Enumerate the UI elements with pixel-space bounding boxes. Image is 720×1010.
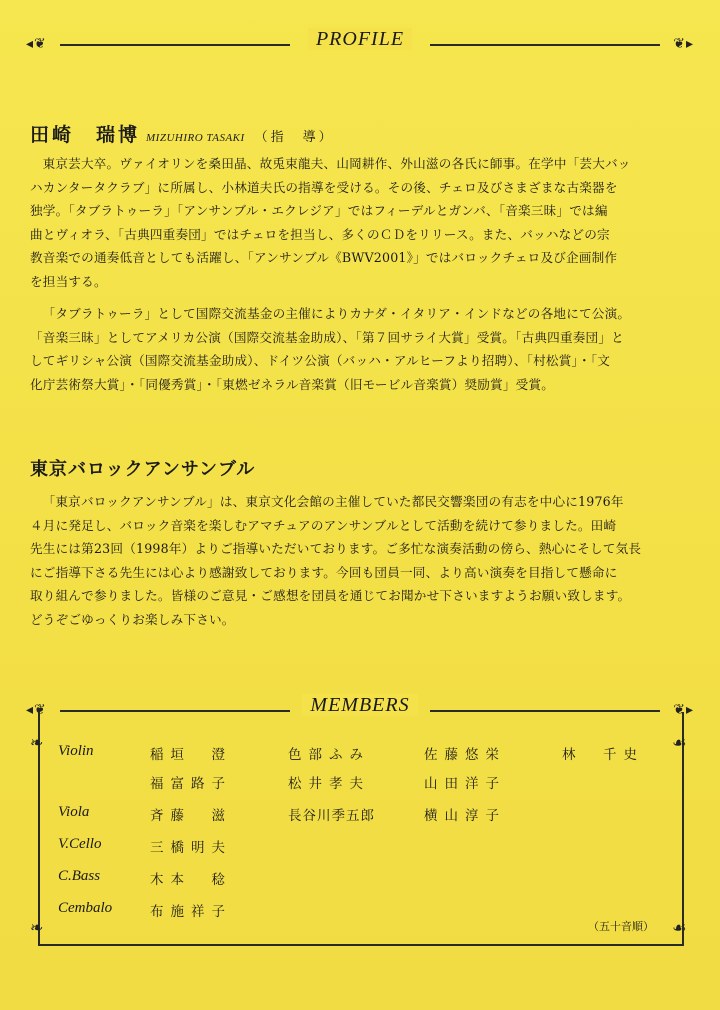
instrument-label: C.Bass: [58, 868, 101, 884]
text-line: 曲とヴィオラ、「古典四重奏団」ではチェロを担当し、多くのＣＤをリリース。また、バッハなどの宗: [30, 226, 610, 242]
member-row-violin-2: [58, 772, 658, 796]
members-title: MEMBERS: [302, 694, 417, 716]
text-line: してギリシャ公演（国際交流基金助成）、ドイツ公演（バッハ・アルヒーフより招聘）、「村松賞」・「文: [30, 353, 611, 369]
profile-title: PROFILE: [308, 28, 412, 50]
frame-ornament-icon: ❧: [30, 918, 44, 937]
member-name: 松井孝夫: [288, 776, 370, 792]
instrument-label: Viola: [58, 804, 90, 820]
profile-paragraph-1: [30, 152, 674, 294]
member-name: 福富路子: [150, 776, 232, 792]
text-line: 教音楽での通奏低音としても活躍し、「アンサンブル《BWV2001》」ではバロックチェロ及び企画制作: [30, 250, 618, 266]
instrument-label: V.Cello: [58, 836, 102, 852]
ornament-right-icon: ❦▸: [673, 36, 694, 52]
ornament-left-icon: ◂❦: [26, 702, 47, 718]
member-row-cembalo: [58, 900, 658, 924]
frame-ornament-icon: ☙: [672, 733, 687, 752]
text-line: 「タブラトゥーラ」として国際交流基金の主催によりカナダ・イタリア・インドなどの各地にて公演。: [42, 306, 631, 321]
ensemble-heading: 東京バロックアンサンブル: [30, 459, 256, 480]
member-row-violin-1: [58, 743, 658, 767]
member-name: 佐藤悠栄: [424, 747, 506, 763]
member-row-bass: [58, 868, 658, 892]
ensemble-paragraph: [30, 490, 674, 632]
instrument-label: Violin: [58, 743, 94, 759]
member-name: 山田洋子: [424, 776, 506, 792]
member-row-cello: [58, 836, 658, 860]
text-line: ハカンタータクラブ」に所属し、小林道夫氏の指導を受ける。その後、チェロ及びさまざまな古楽器を: [30, 179, 618, 195]
member-name: 木本 稔: [150, 872, 232, 888]
profile-heading: [30, 120, 335, 147]
member-name: 長谷川季五郎: [288, 808, 375, 824]
profile-name-jp: 田崎 瑞博: [30, 124, 141, 146]
text-line: を担当する。: [30, 273, 107, 289]
text-line: 化庁芸術祭大賞」・「同優秀賞」・「東燃ゼネラル音楽賞（旧モービル音楽賞）奨励賞」受賞。: [30, 376, 555, 392]
profile-paragraph-2: [30, 302, 674, 396]
text-line: 独学。「タブラトゥーラ」「アンサンブル・エクレジア」ではフィーデルとガンバ、「音楽三昧」では編: [30, 203, 608, 219]
frame-ornament-icon: ❧: [30, 733, 44, 752]
member-name: 三橋明夫: [150, 840, 232, 856]
instrument-label: Cembalo: [58, 900, 113, 916]
member-name: 稲垣 澄: [150, 747, 232, 763]
text-line: 取り組んで参りました。皆様のご意見・ご感想を団員を通じてお聞かせ下さいますようお願い致します。: [30, 588, 631, 604]
profile-divider: [26, 28, 694, 56]
alphabetical-note: （五十音順）: [588, 920, 654, 933]
profile-name-roman: MIZUHIRO TASAKI: [146, 132, 245, 144]
frame-ornament-icon: ☙: [672, 918, 687, 937]
ornament-right-icon: ❦▸: [673, 702, 694, 718]
member-name: 横山淳子: [424, 808, 506, 824]
text-line: にご指導下さる先生には心より感謝致しております。今回も団員一同、より高い演奏を目指して懸命に: [30, 564, 618, 580]
text-line: 先生には第23回（1998年）よりご指導いただいております。ご多忙な演奏活動の傍ら、熱心にそして気長: [30, 541, 642, 557]
member-row-viola: [58, 804, 658, 828]
member-name: 斉藤 滋: [150, 808, 232, 824]
profile-role: （指 導）: [254, 130, 335, 145]
ornament-left-icon: ◂❦: [26, 36, 47, 52]
member-name: 布施祥子: [150, 904, 232, 920]
text-line: 東京芸大卒。ヴァイオリンを桑田晶、故兎束龍夫、山岡耕作、外山滋の各氏に師事。在学中「芸大バッ: [42, 156, 631, 171]
member-name: 林 千史: [562, 747, 644, 763]
text-line: 「音楽三昧」としてアメリカ公演（国際交流基金助成）、「第７回サライ大賞」受賞。「古典四重奏団」と: [30, 329, 624, 345]
member-name: 色部ふみ: [288, 747, 370, 763]
text-line: どうぞごゆっくりお楽しみ下さい。: [30, 611, 235, 627]
text-line: ４月に発足し、バロック音楽を楽しむアマチュアのアンサンブルとして活動を続けて参りました。田崎: [30, 517, 617, 533]
text-line: 「東京バロックアンサンブル」は、東京文化会館の主催していた都民交響楽団の有志を中心に1976年: [42, 494, 624, 509]
